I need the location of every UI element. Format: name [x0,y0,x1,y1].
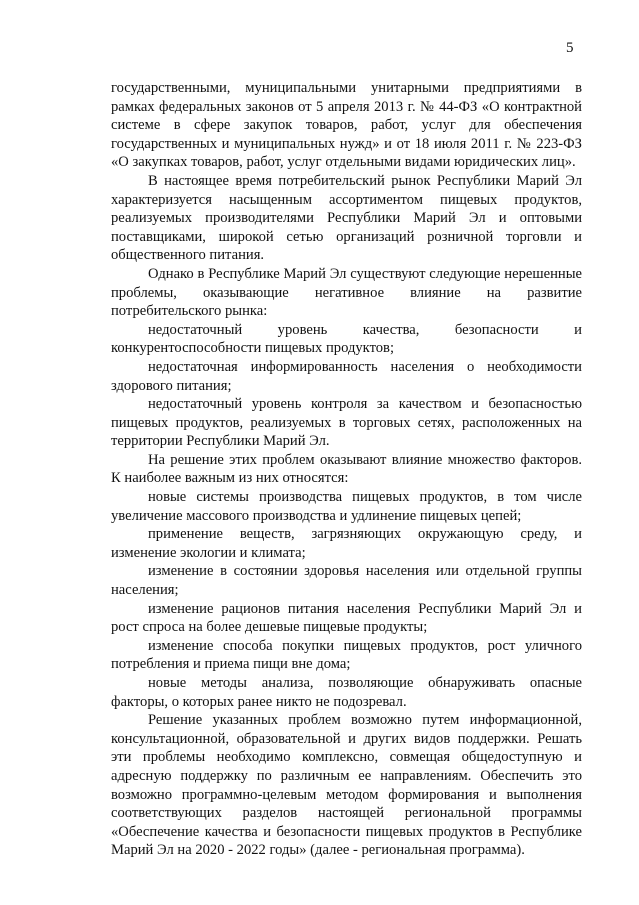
list-item-problem-control: недостаточный уровень контроля за качеством и безопасностью пищевых продуктов, реализуемых в торговых сетях, расположенных на территории Республики Марий Эл. [111,396,582,450]
page-number: 5 [566,40,574,56]
list-item-factor-production: новые системы производства пищевых продуктов, в том числе увеличение массового производства и удлинение пищевых цепей; [111,489,582,524]
paragraph-problems-intro: Однако в Республике Марий Эл существуют следующие нерешенные проблемы, оказывающие негативное влияние на развитие потребительского рынка: [111,265,582,320]
list-item-factor-diet: изменение рационов питания населения Республики Марий Эл и рост спроса на более дешевые пищевые продукты; [111,600,582,636]
list-item-factor-health: изменение в состоянии здоровья населения или отдельной группы населения; [111,563,582,599]
document-body [111,79,582,860]
list-item-problem-awareness: недостаточная информированность населения о необходимости здорового питания; [111,358,582,394]
paragraph-factors-intro: На решение этих проблем оказывают влияние множество факторов. К наиболее важным из них относятся: [111,451,582,487]
list-item-factor-analysis: новые методы анализа, позволяющие обнаруживать опасные факторы, о которых ранее никто не подозревал. [111,675,582,710]
paragraph-continuation: государственными, муниципальными унитарными предприятиями в рамках федеральных законов от 5 апреля 2013 г. № 44-ФЗ «О контрактной системе в сфере закупок товаров, работ, услуг для обеспечения государственных и муниципальных нужд» и от 18 июля 2011 г. № 223-ФЗ «О закупках товаров, работ, услуг отдельными видами юридических лиц». [111,80,582,171]
list-item-factor-purchasing: изменение способа покупки пищевых продуктов, рост уличного потребления и приема пищи вне дома; [111,637,582,673]
list-item-factor-ecology: применение веществ, загрязняющих окружающую среду, и изменение экологии и климата; [111,526,582,561]
paragraph-solution: Решение указанных проблем возможно путем информационной, консультационной, образовательной и других видов поддержки. Решать эти проблемы необходимо комплексно, совмещая общедоступную и адресную поддержку по различным ее направлениям. Обеспечить это возможно программно-целевым методом формирования и выполнения соответствующих разделов настоящей региональной программы «Обеспечение качества и безопасности пищевых продуктов в Республике Марий Эл на 2020 - 2022 годы» (далее - региональная программа). [111,712,582,859]
paragraph-consumer-market: В настоящее время потребительский рынок Республики Марий Эл характеризуется насыщенным ассортиментом пищевых продуктов, реализуемых производителями Республики Марий Эл и оптовыми поставщиками, широкой сетью организаций розничной торговли и общественного питания. [111,172,582,264]
list-item-problem-quality: недостаточный уровень качества, безопасности и конкурентоспособности пищевых продуктов; [111,321,582,357]
